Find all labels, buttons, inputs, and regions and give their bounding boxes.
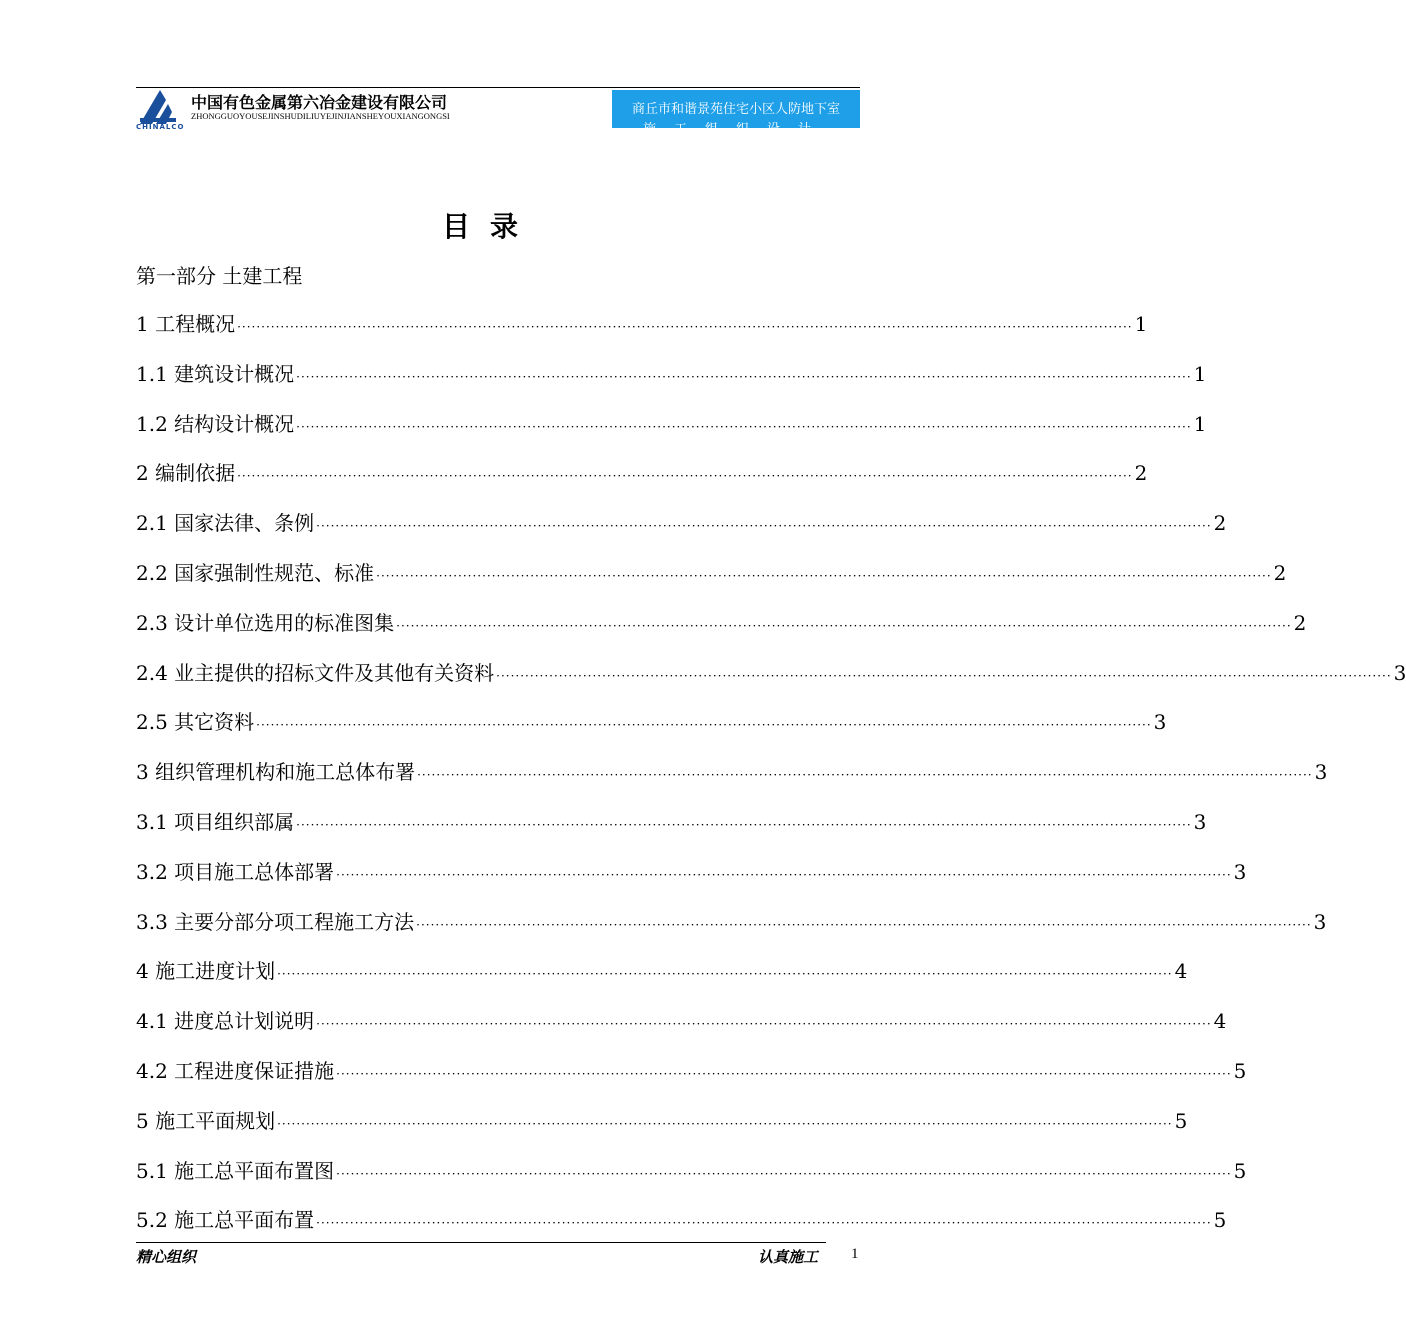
toc-entry[interactable]	[136, 856, 1247, 906]
toc-entry-text: 项目组织部属	[174, 809, 295, 834]
toc-entry-label	[136, 308, 235, 337]
toc-leader-dots	[316, 1216, 1212, 1230]
toc-entry-number: 5.1	[136, 1158, 168, 1183]
toc-entry-text: 施工进度计划	[155, 959, 276, 984]
toc-leader-dots	[396, 619, 1292, 633]
toc-entry-page: 5	[1213, 1208, 1227, 1233]
toc-entry[interactable]	[136, 607, 1307, 657]
toc-entry-page: 3	[1193, 809, 1207, 834]
toc-entry[interactable]	[136, 1055, 1247, 1105]
toc-entry-page: 4	[1213, 1009, 1227, 1034]
toc-entry[interactable]	[136, 706, 1167, 756]
project-title-line1: 商丘市和谐景苑住宅小区人防地下室	[631, 102, 840, 117]
toc-entry-label	[136, 607, 394, 636]
toc-entry-label	[136, 1005, 314, 1034]
toc-entry-label	[136, 706, 254, 735]
toc-entry[interactable]	[136, 1105, 1188, 1155]
toc-entry-text: 工程概况	[155, 312, 236, 336]
toc-entry-label	[136, 856, 334, 885]
toc-entry-label	[136, 657, 494, 686]
toc-entry-number: 5.2	[136, 1208, 168, 1233]
toc-leader-dots	[277, 1117, 1173, 1131]
toc-entry-label	[136, 457, 235, 486]
part-title: 第一部分 土建工程	[136, 264, 303, 288]
toc-entry-label	[136, 358, 294, 387]
toc-entry-text: 组织管理机构和施工总体布署	[155, 760, 416, 785]
toc-entry[interactable]	[136, 308, 1148, 358]
toc-leader-dots	[296, 420, 1192, 434]
toc-entry-label	[136, 557, 374, 586]
toc-entry[interactable]	[136, 358, 1207, 408]
toc-leader-dots	[336, 1067, 1232, 1081]
toc-entry-number: 2	[136, 461, 149, 486]
toc-entry-text: 项目施工总体部署	[174, 859, 335, 884]
toc-leader-dots	[336, 1167, 1232, 1181]
project-title-line2: 施工组织设计	[642, 122, 829, 137]
toc-leader-dots	[316, 519, 1212, 533]
toc-entry-number: 1	[136, 312, 149, 336]
toc-entry[interactable]	[136, 1155, 1247, 1205]
toc-entry-page: 2	[1293, 610, 1307, 635]
toc-entry[interactable]	[136, 408, 1207, 458]
toc-entry-text: 进度总计划说明	[174, 1009, 315, 1034]
toc-entry-label	[136, 806, 294, 835]
toc-entry-number: 2.5	[136, 710, 168, 735]
toc-entry-page: 1	[1193, 361, 1207, 386]
project-title-box	[612, 90, 860, 137]
logo-wordmark: CHINALCO	[136, 123, 185, 131]
toc-entry-label	[136, 906, 414, 935]
toc-entry-page: 1	[1193, 411, 1207, 436]
toc-entry-text: 工程进度保证措施	[174, 1058, 335, 1083]
toc-entry-page: 3	[1393, 660, 1406, 685]
toc-entry-number: 3.3	[136, 909, 168, 934]
toc-leader-dots	[316, 1017, 1212, 1031]
table-of-contents	[136, 308, 1406, 1254]
toc-entry-number: 4.1	[136, 1009, 168, 1034]
toc-entry-page: 1	[1134, 312, 1148, 336]
toc-entry-page: 3	[1233, 859, 1247, 884]
toc-entry-number: 2.4	[136, 660, 168, 685]
toc-entry-number: 3.1	[136, 809, 168, 834]
toc-entry-label	[136, 1155, 334, 1184]
toc-entry-text: 主要分部分项工程施工方法	[174, 909, 415, 934]
toc-entry[interactable]	[136, 1204, 1227, 1254]
toc-entry-number: 1.2	[136, 411, 168, 436]
toc-entry-page: 3	[1314, 760, 1328, 785]
toc-entry-text: 国家强制性规范、标准	[174, 560, 375, 585]
toc-leader-dots	[237, 469, 1133, 483]
toc-entry-label	[136, 756, 415, 785]
toc-entry-page: 2	[1273, 560, 1287, 585]
toc-entry[interactable]	[136, 955, 1188, 1005]
toc-leader-dots	[296, 818, 1192, 832]
toc-entry[interactable]	[136, 806, 1207, 856]
toc-entry-label	[136, 507, 314, 536]
toc-entry-text: 施工总平面布置	[174, 1208, 315, 1233]
toc-entry[interactable]	[136, 756, 1328, 806]
toc-leader-dots	[256, 718, 1152, 732]
toc-entry-page: 3	[1153, 710, 1167, 735]
toc-entry-label	[136, 1204, 314, 1233]
toc-entry-text: 建筑设计概况	[174, 361, 295, 386]
toc-leader-dots	[496, 669, 1392, 683]
toc-entry-number: 4	[136, 959, 149, 984]
toc-entry[interactable]	[136, 457, 1148, 507]
toc-entry-text: 国家法律、条例	[174, 511, 315, 536]
toc-entry-text: 施工总平面布置图	[174, 1158, 335, 1183]
toc-entry-text: 结构设计概况	[174, 411, 295, 436]
toc-leader-dots	[417, 768, 1313, 782]
toc-entry[interactable]	[136, 1005, 1227, 1055]
toc-entry[interactable]	[136, 906, 1327, 956]
toc-entry-text: 业主提供的招标文件及其他有关资料	[174, 660, 495, 685]
toc-leader-dots	[296, 370, 1192, 384]
toc-entry-number: 2.3	[136, 610, 168, 635]
toc-entry-text: 编制依据	[155, 461, 236, 486]
toc-entry-page: 5	[1233, 1158, 1247, 1183]
toc-entry-number: 3.2	[136, 859, 168, 884]
toc-entry-page: 5	[1174, 1108, 1188, 1133]
footer-right-slogan: 认真施工	[758, 1248, 819, 1266]
toc-leader-dots	[237, 320, 1133, 334]
toc-leader-dots	[277, 967, 1173, 981]
toc-entry-label	[136, 955, 275, 984]
toc-entry-number: 2.1	[136, 511, 168, 536]
toc-entry-number: 3	[136, 760, 149, 785]
toc-leader-dots	[336, 868, 1232, 882]
toc-entry[interactable]	[136, 657, 1406, 707]
toc-entry-label	[136, 1105, 275, 1134]
toc-entry-page: 4	[1174, 959, 1188, 984]
toc-entry[interactable]	[136, 557, 1287, 607]
toc-entry-number: 5	[136, 1108, 149, 1133]
toc-entry-text: 设计单位选用的标准图集	[174, 610, 395, 635]
header-rule	[136, 87, 860, 88]
page-title: 目录	[441, 210, 538, 243]
toc-entry-page: 2	[1213, 511, 1227, 536]
footer-rule	[136, 1242, 826, 1243]
toc-entry-page: 2	[1134, 461, 1148, 486]
toc-entry-number: 4.2	[136, 1058, 168, 1083]
company-name-cn: 中国有色金属第六冶金建设有限公司	[191, 93, 448, 112]
toc-entry-number: 1.1	[136, 361, 168, 386]
toc-entry-number: 2.2	[136, 560, 168, 585]
company-name-en: ZHONGGUOYOUSEJINSHUDILIUYEJINJIANSHEYOUXIANGONGSI	[191, 111, 450, 121]
toc-entry-label	[136, 408, 294, 437]
toc-entry[interactable]	[136, 507, 1227, 557]
toc-leader-dots	[376, 569, 1272, 583]
toc-entry-label	[136, 1055, 334, 1084]
toc-entry-page: 3	[1313, 909, 1327, 934]
toc-leader-dots	[416, 918, 1312, 932]
toc-entry-text: 其它资料	[174, 710, 255, 735]
toc-entry-text: 施工平面规划	[155, 1108, 276, 1133]
page-number: 1	[851, 1246, 859, 1262]
footer-left-slogan: 精心组织	[136, 1248, 197, 1266]
toc-entry-page: 5	[1233, 1058, 1247, 1083]
